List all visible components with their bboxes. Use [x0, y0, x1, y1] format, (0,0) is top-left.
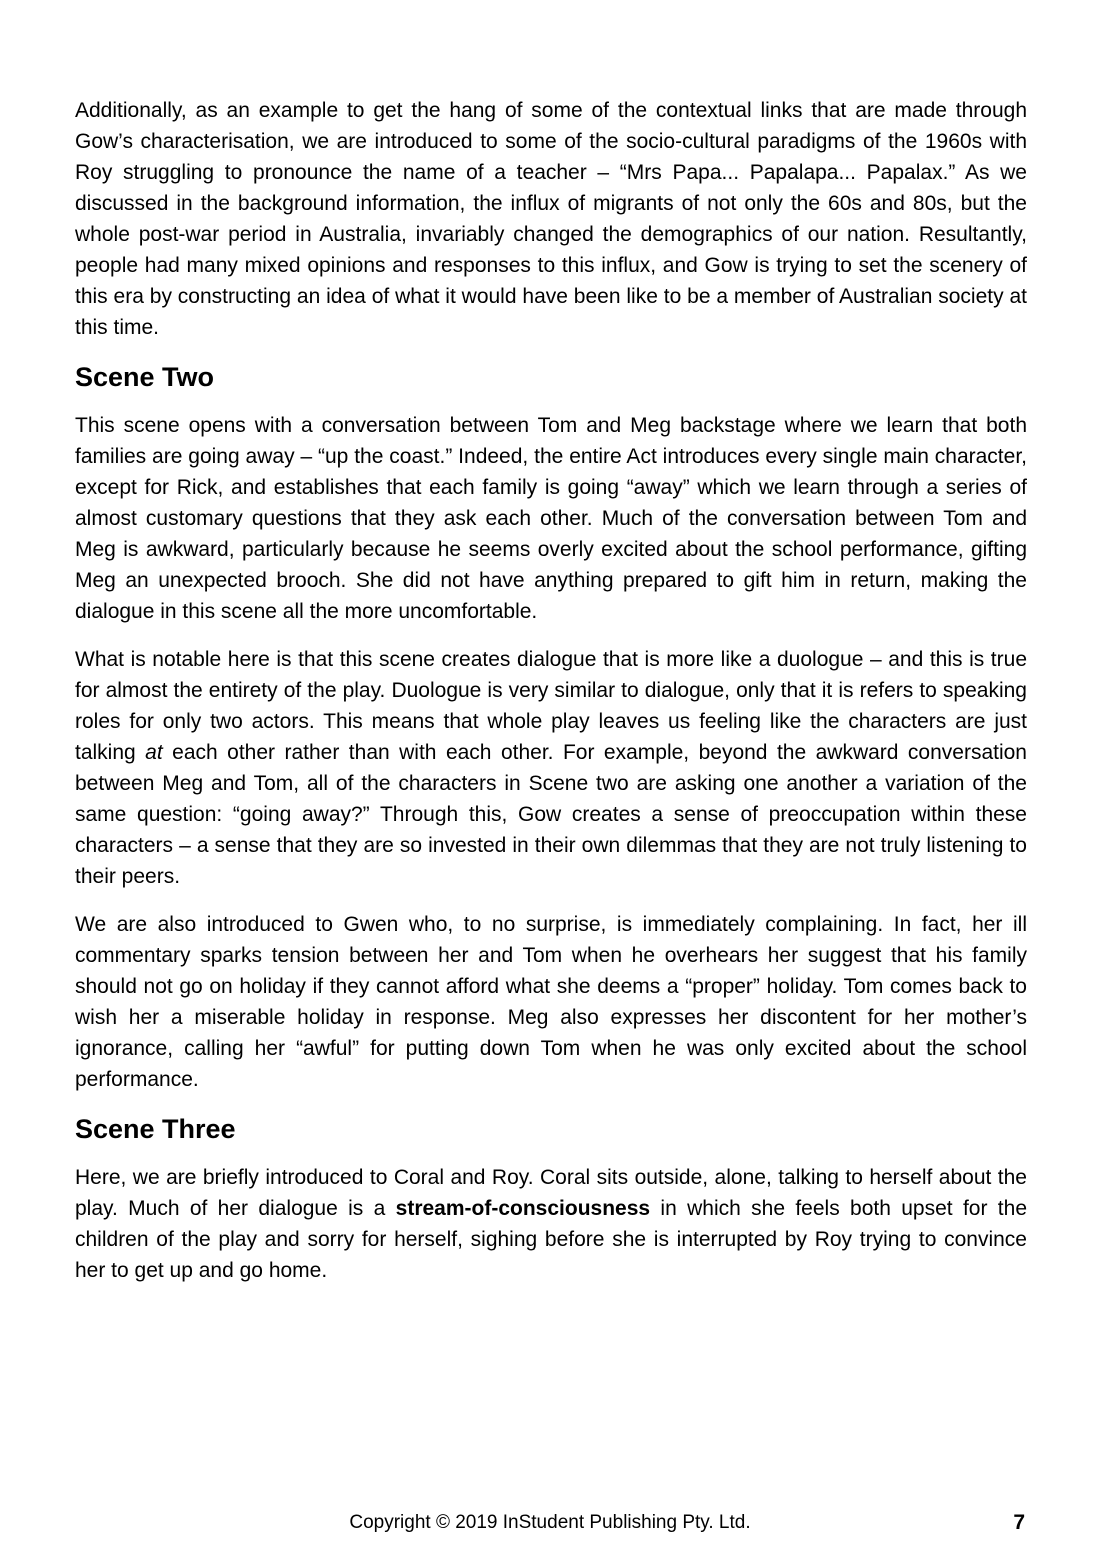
scene-three-paragraph [75, 1162, 1027, 1286]
scene-three-paragraph-rest: in which she feels both upset for the children of the play and sorry for herself, sighing before she is interrupted by Roy trying to convince her to get up and go home. [75, 1197, 1027, 1282]
scene-three-paragraph-lead: Here, we are briefly introduced to Coral and Roy. Coral sits outside, alone, talking to herself about the play. Much of her dialogue is a [75, 1166, 1027, 1220]
intro-paragraph-text: Additionally, as an example to get the hang of some of the contextual links that are made through Gow’s characterisation, we are introduced to some of the socio-cultural paradigms of the 1960s with Roy struggling to pronounce the name of a teacher – “Mrs Papa... Papalapa... Papalax.” As we discussed in the background information, the influx of migrants of not only the 60s and 80s, but the whole post-war period in Australia, invariably changed the demographics of our nation. Resultantly, people had many mixed opinions and responses to this influx, and Gow is trying to set the scenery of this era by constructing an idea of what it would have been like to be a member of Australian society at this time. [75, 99, 1027, 339]
scene-two-paragraph-3-text: We are also introduced to Gwen who, to no surprise, is immediately complaining. In fact, her ill commentary sparks tension between her and Tom when he overhears her suggest that his family should not go on holiday if they cannot afford what she deems a “proper” holiday. Tom comes back to wish her a miserable holiday in response. Meg also expresses her discontent for her mother’s ignorance, calling her “awful” for putting down Tom when he was only excited about the school performance. [75, 913, 1027, 1091]
scene-two-paragraph-3 [75, 909, 1027, 1095]
italic-word-at: at [145, 741, 163, 764]
scene-two-paragraph-2 [75, 644, 1027, 892]
page-footer [0, 1508, 1100, 1538]
intro-paragraph [75, 95, 1027, 343]
scene-two-paragraph-1-text: This scene opens with a conversation between Tom and Meg backstage where we learn that both families are going away – “up the coast.” Indeed, the entire Act introduces every single main character, except for Rick, and establishes that each family is going “away” which we learn through a series of almost customary questions that they ask each other. Much of the conversation between Tom and Meg is awkward, particularly because he seems overly excited about the school performance, gifting Meg an unexpected brooch. She did not have anything prepared to gift him in return, making the dialogue in this scene all the more uncomfortable. [75, 414, 1027, 623]
scene-two-paragraph-2-rest: each other rather than with each other. For example, beyond the awkward conversation between Meg and Tom, all of the characters in Scene two are asking one another a variation of the same question: “going away?” Through this, Gow creates a sense of preoccupation within these characters – a sense that they are so invested in their own dilemmas that they are not truly listening to their peers. [75, 741, 1027, 888]
page-content [75, 95, 1027, 1303]
scene-two-heading: Scene Two [75, 362, 215, 392]
bold-phrase-stream-of-consciousness: stream-of-consciousness [395, 1197, 651, 1220]
scene-two-paragraph-1 [75, 410, 1027, 627]
page-number: 7 [1013, 1511, 1025, 1534]
copyright-notice: Copyright © 2019 InStudent Publishing Pty. Ltd. [349, 1512, 751, 1533]
scene-three-heading: Scene Three [75, 1114, 236, 1144]
scene-two-paragraph-2-lead: What is notable here is that this scene creates dialogue that is more like a duologue – and this is true for almost the entirety of the play. Duologue is very similar to dialogue, only that it is refers to speaking roles for only two actors. This means that whole play leaves us feeling like the characters are just talking [75, 648, 1027, 764]
